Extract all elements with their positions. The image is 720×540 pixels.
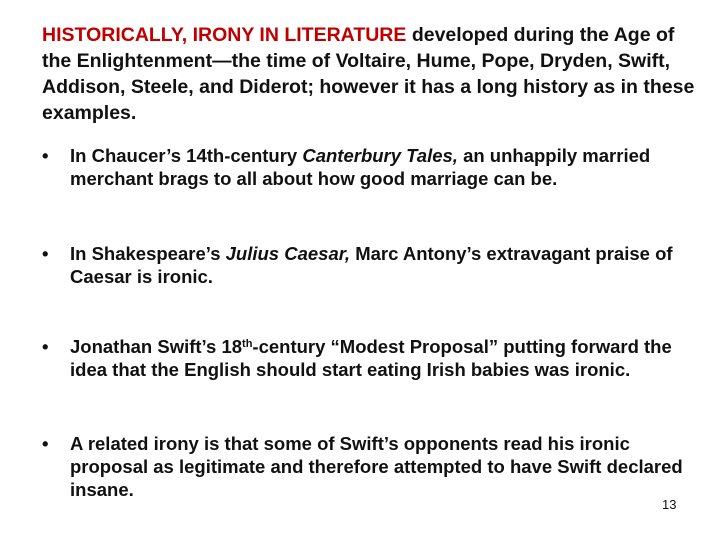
bullet-text: In Shakespeare’s [70, 243, 226, 264]
bullet-text: Jonathan Swift’s 18 [70, 336, 243, 357]
bullet-text: A related irony is that some of Swift’s opponents read his ironic proposal as legitimate and therefore attempted to have Swift declared insane. [70, 433, 683, 500]
bullet-dot: • [42, 433, 49, 454]
intro-lead: HISTORICALLY, IRONY IN LITERATURE [42, 24, 407, 46]
bullet-shakespeare [42, 242, 692, 288]
work-title: Canterbury Tales, [302, 145, 458, 166]
ordinal-suffix: th [242, 338, 253, 350]
bullet-text: an unhappily married merchant brags to all about how good marriage can be. [70, 145, 651, 189]
intro-paragraph [42, 22, 702, 126]
bullet-related-irony [42, 432, 692, 501]
work-title: Julius Caesar, [225, 243, 351, 264]
bullet-text: In Chaucer’s 14th-century [70, 145, 303, 166]
intro-rest: developed during the Age of the Enlightenment—the time of Voltaire, Hume, Pope, Dryden, Swift, Addison, Steele, and Diderot; however it has a long history as in these examples. [42, 24, 695, 124]
bullet-list [42, 144, 692, 501]
bullet-text: -century “Modest Proposal” putting forward the idea that the English should start eating Irish babies was ironic. [70, 336, 672, 380]
bullet-swift [42, 335, 692, 381]
bullet-chaucer [42, 144, 692, 190]
bullet-dot: • [42, 145, 49, 166]
bullet-dot: • [42, 336, 49, 357]
bullet-dot: • [42, 243, 49, 264]
page-number: 13 [662, 497, 677, 512]
bullet-text: Marc Antony’s extravagant praise of Caesar is ironic. [70, 243, 673, 287]
